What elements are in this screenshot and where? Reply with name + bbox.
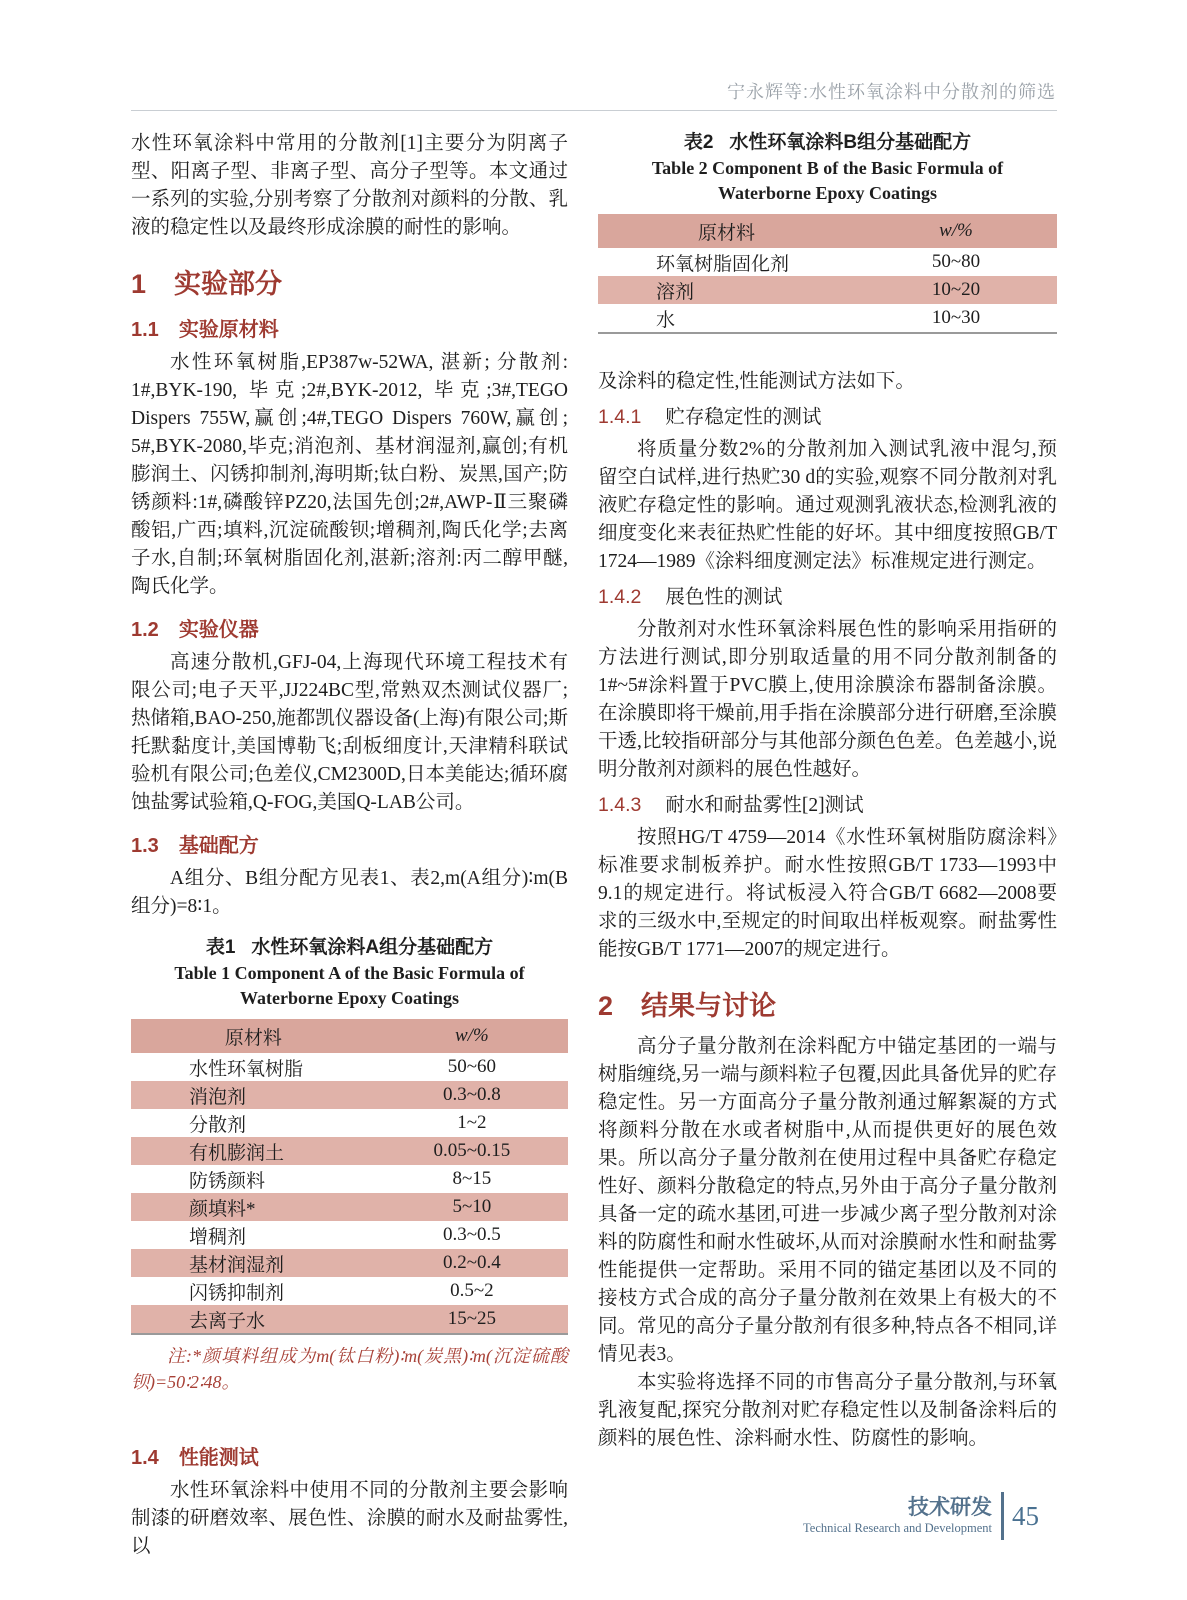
table2 xyxy=(598,214,1057,334)
cell-material: 去离子水 xyxy=(189,1310,266,1332)
section-2-heading xyxy=(598,984,1057,1023)
spacer xyxy=(598,344,1057,368)
cell-value: 50~80 xyxy=(931,251,981,272)
footer-section-label xyxy=(803,1496,992,1536)
section-number: 1.4.2 xyxy=(598,586,642,608)
header-divider xyxy=(131,110,1057,111)
paragraph-discussion-1: 高分子量分散剂在涂料配方中锚定基团的一端与树脂缠绕,另一端与颜料粒子包覆,因此具备优异的贮存稳定性。另一方面高分子量分散剂通过解絮凝的方式将颜料分散在水或者树脂中,从而提供更好的展色效果。所以高分子量分散剂在使用过程中具备贮存稳定性好、颜料分散稳定的特点,另外由于高分子量分散剂具备一定的疏水基团,可进一步减少离子型分散剂对涂料的防腐性和耐水性破坏,从而对涂膜耐水性和耐盐雾性能提供一定帮助。采用不同的锚定基团以及不同的接枝方式合成的高分子量分散剂在效果上有极大的不同。常见的高分子量分散剂有很多种,特点各不相同,详情见表3。 xyxy=(598,1036,1057,1365)
paragraph-color-development: 分散剂对水性环氧涂料展色性的影响采用指研的方法进行测试,即分别取适量的用不同分散剂制备的1#~5#涂料置于PVC膜上,使用涂膜涂布器制备涂膜。在涂膜即将干燥前,用手指在涂膜部分进行研磨,至涂膜干透,比较指研部分与其他部分颜色色差。色差越小,说明分散剂对颜料的展色性越好。 xyxy=(598,619,1057,780)
section-1-4-3-heading xyxy=(598,791,1057,820)
cell-material: 颜填料* xyxy=(189,1198,256,1220)
table-row xyxy=(131,1165,568,1193)
left-column xyxy=(131,130,568,1561)
table2-block xyxy=(598,130,1057,334)
table1 xyxy=(131,1019,568,1335)
section-number: 2 xyxy=(598,991,614,1021)
table1-block xyxy=(131,935,568,1395)
page-footer xyxy=(803,1492,1039,1540)
footer-section-en: Technical Research and Development xyxy=(803,1521,992,1535)
section-1-3-heading xyxy=(131,829,568,858)
cell-material: 有机膨润土 xyxy=(189,1142,285,1164)
cell-material: 分散剂 xyxy=(189,1114,247,1136)
col-header-w-percent: w/% xyxy=(939,220,973,241)
right-column xyxy=(598,130,1057,1561)
cell-value: 0.05~0.15 xyxy=(433,1140,511,1161)
cell-material: 消泡剂 xyxy=(189,1086,247,1108)
paragraph-performance: 水性环氧涂料中使用不同的分散剂主要会影响制漆的研磨效率、展色性、涂膜的耐水及耐盐雾性,以 xyxy=(131,1480,568,1557)
cell-value: 10~30 xyxy=(931,307,981,328)
table1-title-en-line2: Waterborne Epoxy Coatings xyxy=(239,988,459,1008)
cell-value: 0.3~0.5 xyxy=(442,1224,501,1245)
footer-divider-bar xyxy=(1001,1492,1004,1540)
section-1-heading xyxy=(131,262,568,301)
table1-footnote: 注:*颜填料组成为m(钛白粉)∶m(炭黑)∶m(沉淀硫酸钡)=50∶2∶48。 xyxy=(131,1346,568,1392)
table-row xyxy=(131,1249,568,1277)
cell-value: 8~15 xyxy=(452,1168,492,1189)
table-row xyxy=(131,1053,568,1081)
section-title: 展色性的测试 xyxy=(665,587,783,608)
section-title: 实验原材料 xyxy=(178,319,279,341)
spacer xyxy=(131,1405,568,1429)
table2-title-cn-text: 水性环氧涂料B组分基础配方 xyxy=(729,132,972,153)
cell-value: 0.2~0.4 xyxy=(442,1252,501,1273)
running-head: 宁永辉等:水性环氧涂料中分散剂的筛选 xyxy=(727,82,1056,102)
cell-value: 10~20 xyxy=(931,279,981,300)
paragraph-continuation: 及涂料的稳定性,性能测试方法如下。 xyxy=(598,371,915,392)
page-number: 45 xyxy=(1012,1500,1039,1531)
cell-material: 基材润湿剂 xyxy=(189,1254,285,1276)
cell-value: 15~25 xyxy=(447,1308,496,1329)
section-number: 1 xyxy=(131,269,147,299)
section-title: 耐水和耐盐雾性[2]测试 xyxy=(665,795,864,816)
paragraph-instruments: 高速分散机,GFJ-04,上海现代环境工程技术有限公司;电子天平,JJ224BC型,常熟双杰测试仪器厂;热储箱,BAO-250,施都凯仪器设备(上海)有限公司;斯托默黏度计,美国博勒飞;刮板细度计,天津精科联试验机有限公司;色差仪,CM2300D,日本美能达;循环腐蚀盐雾试验箱,Q-FOG,美国Q-LAB公司。 xyxy=(131,652,568,813)
table2-header-row xyxy=(598,214,1057,248)
table-row xyxy=(131,1109,568,1137)
section-number: 1.4.1 xyxy=(598,406,642,428)
cell-material: 溶剂 xyxy=(656,281,695,303)
table2-title-en-line1: Table 2 Component B of the Basic Formula of xyxy=(651,158,1004,178)
table-row xyxy=(131,1137,568,1165)
section-1-2-heading xyxy=(131,613,568,642)
cell-material: 防锈颜料 xyxy=(189,1170,266,1192)
section-title: 实验仪器 xyxy=(178,619,259,641)
paragraph-storage-stability: 将质量分数2%的分散剂加入测试乳液中混匀,预留空白试样,进行热贮30 d的实验,观察不同分散剂对乳液贮存稳定性的影响。通过观测乳液状态,检测乳液的细度变化来表征热贮性能的好坏。其中细度按照GB/T 1724—1989《涂料细度测定法》标准规定进行测定。 xyxy=(598,439,1057,572)
cell-material: 闪锈抑制剂 xyxy=(189,1282,285,1304)
table1-header-row xyxy=(131,1019,568,1053)
section-title: 贮存稳定性的测试 xyxy=(665,407,822,428)
cell-material: 环氧树脂固化剂 xyxy=(656,253,790,275)
table1-title-cn xyxy=(131,935,568,961)
cell-value: 1~2 xyxy=(457,1112,487,1133)
paragraph-water-salt-spray: 按照HG/T 4759—2014《水性环氧树脂防腐涂料》标准要求制板养护。耐水性按照GB/T 1733—1993中9.1的规定进行。将试板浸入符合GB/T 6682—2008要求的三级水中,至规定的时间取出样板观察。耐盐雾性能按GB/T 1771—2007的规定进行。 xyxy=(598,827,1057,960)
cell-value: 0.3~0.8 xyxy=(442,1084,501,1105)
section-number: 1.2 xyxy=(131,619,159,641)
cell-material: 水性环氧树脂 xyxy=(189,1058,304,1080)
table1-title-cn-text: 水性环氧涂料A组分基础配方 xyxy=(251,937,494,958)
table2-title-cn xyxy=(598,130,1057,156)
table1-number: 表1 xyxy=(205,937,236,958)
cell-material: 水 xyxy=(656,309,676,331)
section-1-1-heading xyxy=(131,313,568,342)
paragraph-intro: 水性环氧涂料中常用的分散剂[1]主要分为阴离子型、阳离子型、非离子型、高分子型等。本文通过一系列的实验,分别考察了分散剂对颜料的分散、乳液的稳定性以及最终形成涂膜的耐性的影响。 xyxy=(131,133,568,238)
paragraph-formula: A组分、B组分配方见表1、表2,m(A组分)∶m(B组分)=8∶1。 xyxy=(131,868,568,917)
section-title: 实验部分 xyxy=(174,269,283,299)
table1-title-en-line1: Table 1 Component A of the Basic Formula of xyxy=(174,963,525,983)
cell-value: 50~60 xyxy=(447,1056,496,1077)
section-number: 1.1 xyxy=(131,319,159,341)
table-row xyxy=(598,304,1057,332)
table2-number: 表2 xyxy=(683,132,714,153)
section-title: 基础配方 xyxy=(178,835,259,857)
table-row xyxy=(598,248,1057,276)
section-number: 1.4.3 xyxy=(598,794,642,816)
two-column-content xyxy=(131,130,1057,1561)
section-number: 1.3 xyxy=(131,835,159,857)
col-header-w-percent: w/% xyxy=(454,1025,489,1046)
section-1-4-heading xyxy=(131,1441,568,1470)
table-row xyxy=(131,1277,568,1305)
table2-title-en-line2: Waterborne Epoxy Coatings xyxy=(717,183,937,203)
table-row xyxy=(131,1221,568,1249)
paragraph-materials: 水性环氧树脂,EP387w-52WA, 湛新; 分散剂: 1#,BYK-190, 毕克;2#,BYK-2012, 毕克;3#,TEGO Dispers 755W,赢创;4#,TEGO Dispers 760W,赢创; 5#,BYK-2080,毕克;消泡剂、基材润湿剂,赢创;有机膨润土、闪锈抑制剂,海明斯;钛白粉、炭黑,国产;防锈颜料:1#,磷酸锌PZ20,法国先创;2#,AWP-Ⅱ三聚磷酸铝,广西;填料,沉淀硫酸钡;增稠剂,陶氏化学;去离子水,自制;环氧树脂固化剂,湛新;溶剂:丙二醇甲醚,陶氏化学。 xyxy=(131,352,568,597)
table-row xyxy=(131,1081,568,1109)
cell-material: 增稠剂 xyxy=(189,1226,247,1248)
section-title: 结果与讨论 xyxy=(641,991,777,1021)
cell-value: 5~10 xyxy=(452,1196,492,1217)
table-row xyxy=(131,1193,568,1221)
section-title: 性能测试 xyxy=(178,1447,259,1469)
section-number: 1.4 xyxy=(131,1447,159,1469)
footer-section-cn: 技术研发 xyxy=(908,1496,992,1519)
table-row xyxy=(598,276,1057,304)
cell-value: 0.5~2 xyxy=(450,1280,494,1301)
paragraph-discussion-2: 本实验将选择不同的市售高分子量分散剂,与环氧乳液复配,探究分散剂对贮存稳定性以及制备涂料后的颜料的展色性、涂料耐水性、防腐性的影响。 xyxy=(598,1372,1057,1449)
section-1-4-1-heading xyxy=(598,403,1057,432)
table-row xyxy=(131,1305,568,1333)
col-header-material: 原材料 xyxy=(224,1027,282,1049)
section-1-4-2-heading xyxy=(598,583,1057,612)
col-header-material: 原材料 xyxy=(698,222,756,244)
